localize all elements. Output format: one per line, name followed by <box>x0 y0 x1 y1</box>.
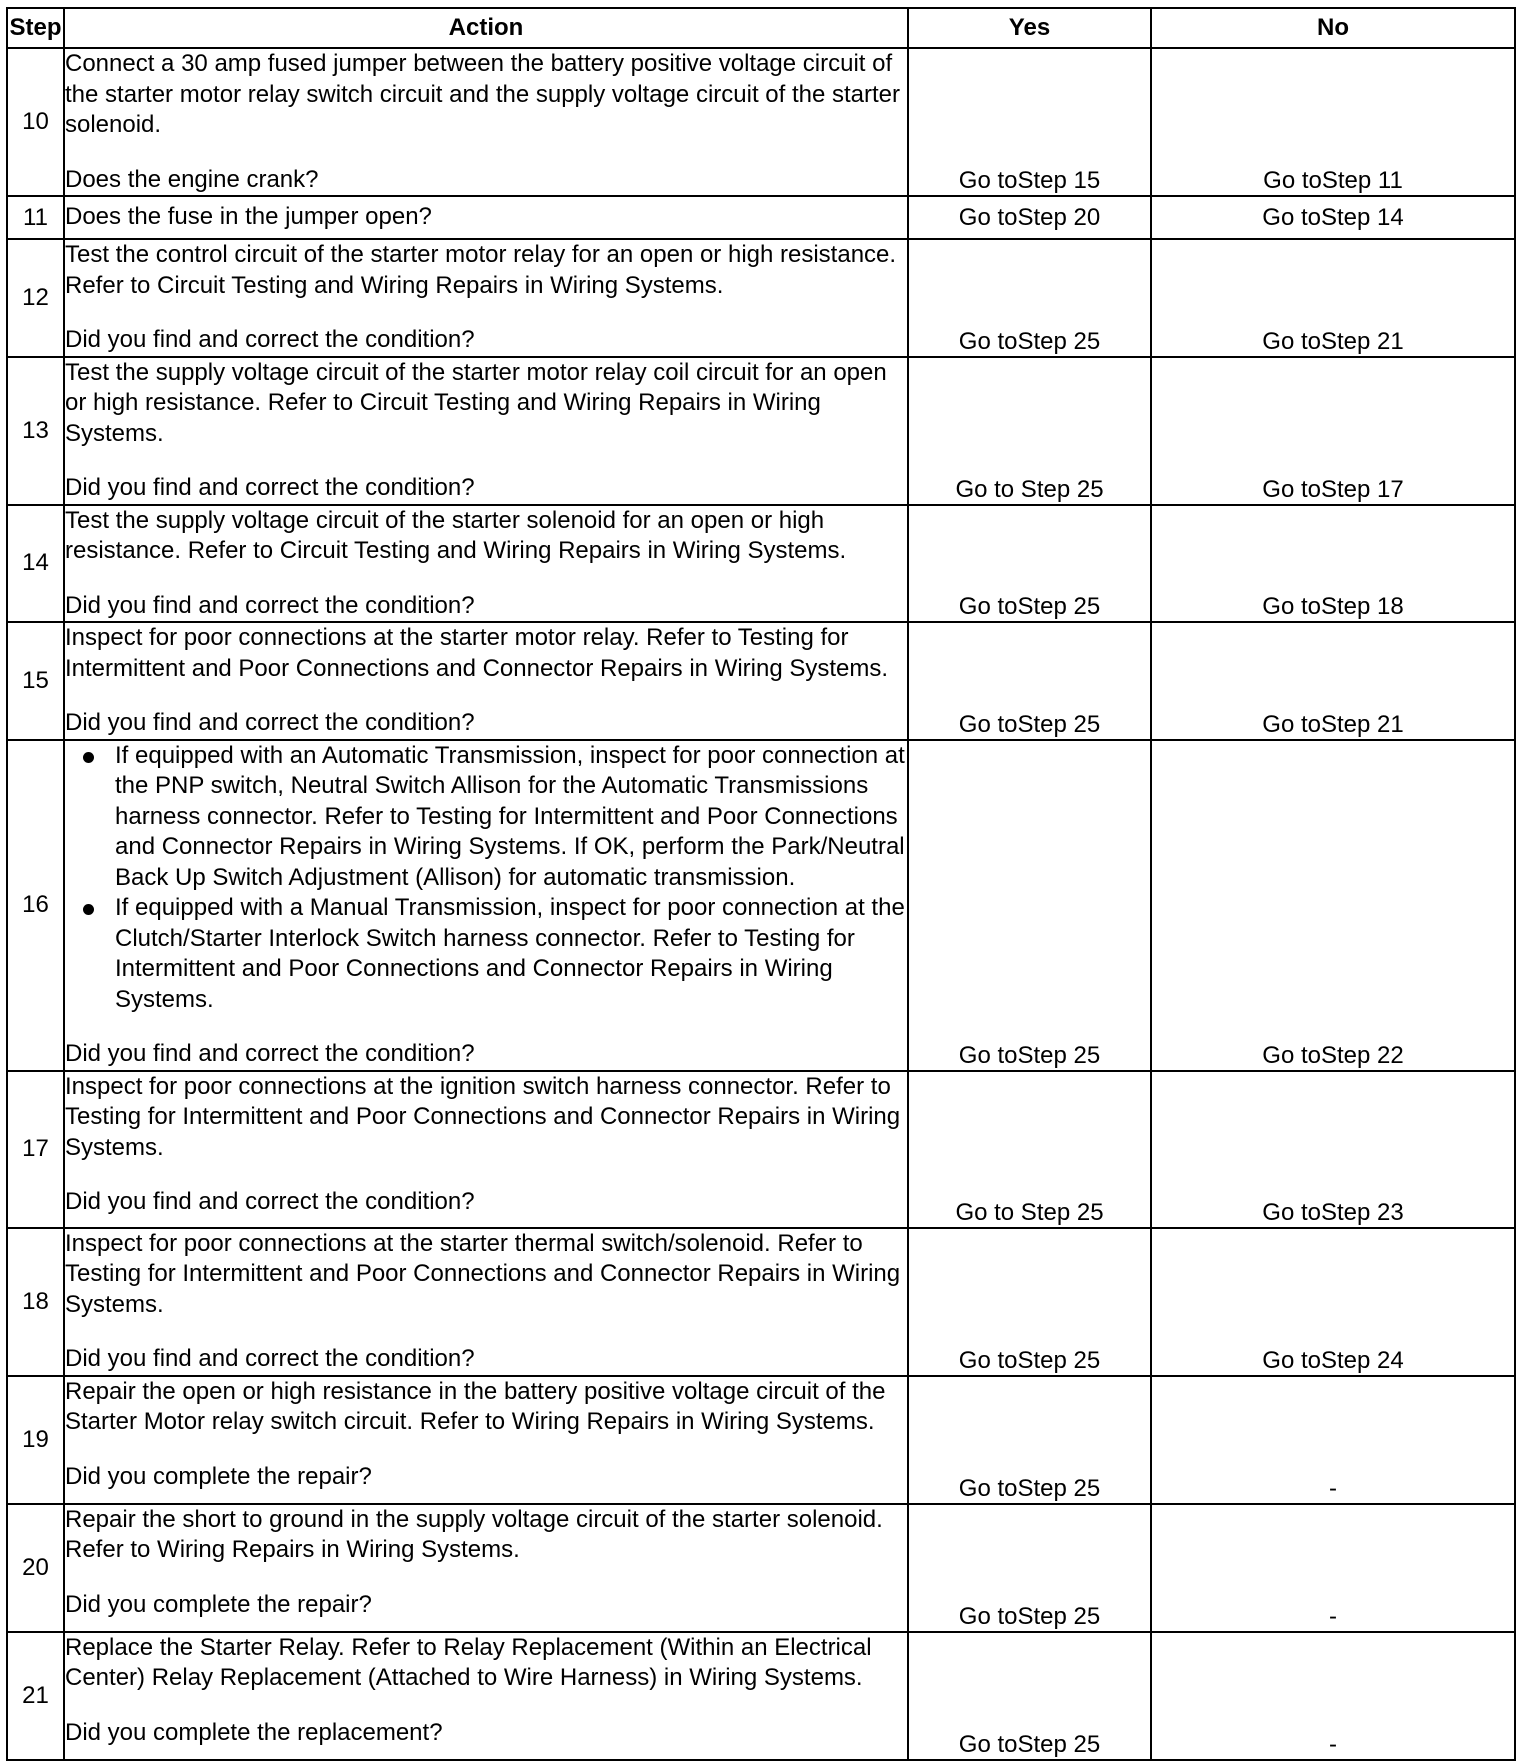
action-text: Test the supply voltage circuit of the starter motor relay coil circuit for an open or high resistance. Refer to Circuit Testing and Wiring Repairs in Wiring Systems. <box>65 358 887 447</box>
yes-result: Go toStep 20 <box>908 196 1151 239</box>
table-row <box>7 48 1515 196</box>
no-result: Go toStep 21 <box>1151 239 1515 357</box>
no-result: Go toStep 21 <box>1151 622 1515 740</box>
table-body <box>7 48 1515 1760</box>
step-number: 17 <box>7 1071 64 1228</box>
header-action: Action <box>64 8 908 48</box>
table-row <box>7 505 1515 623</box>
no-result: Go toStep 14 <box>1151 196 1515 239</box>
action-text: Connect a 30 amp fused jumper between the battery positive voltage circuit of the starter motor relay switch circuit and the supply voltage circuit of the starter solenoid. <box>65 50 901 138</box>
action-question: Did you complete the repair? <box>65 1590 372 1618</box>
action-question: Did you find and correct the condition? <box>65 591 475 619</box>
action-text: Repair the short to ground in the supply voltage circuit of the starter solenoid. Refer to Wiring Repairs in Wiring Systems. <box>65 1505 883 1563</box>
action-question: Does the fuse in the jumper open? <box>65 203 432 231</box>
header-no: No <box>1151 8 1515 48</box>
action-cell <box>64 239 908 357</box>
header-yes: Yes <box>908 8 1151 48</box>
no-result: - <box>1151 1632 1515 1760</box>
no-result: Go toStep 22 <box>1151 740 1515 1071</box>
action-cell <box>64 1504 908 1632</box>
table-row <box>7 196 1515 239</box>
action-cell <box>64 1228 908 1376</box>
action-cell <box>64 1376 908 1504</box>
table-row <box>7 1632 1515 1760</box>
header-step: Step <box>7 8 64 48</box>
no-result: Go toStep 17 <box>1151 357 1515 505</box>
action-question: Did you complete the repair? <box>65 1462 372 1490</box>
no-result: - <box>1151 1376 1515 1504</box>
header-row <box>7 8 1515 48</box>
yes-result: Go toStep 25 <box>908 1632 1151 1760</box>
no-result: Go toStep 18 <box>1151 505 1515 623</box>
action-question: Does the engine crank? <box>65 165 319 193</box>
action-text: Test the supply voltage circuit of the starter solenoid for an open or high resistance. Refer to Circuit Testing and Wiring Repairs in Wiring Systems. <box>65 506 847 564</box>
table-row <box>7 239 1515 357</box>
table-row <box>7 740 1515 1071</box>
yes-result: Go toStep 25 <box>908 505 1151 623</box>
step-number: 10 <box>7 48 64 196</box>
yes-result: Go toStep 25 <box>908 1228 1151 1376</box>
action-cell <box>64 622 908 740</box>
step-number: 15 <box>7 622 64 740</box>
step-number: 14 <box>7 505 64 623</box>
action-question: Did you find and correct the condition? <box>65 1345 475 1372</box>
yes-result: Go toStep 25 <box>908 239 1151 357</box>
action-question: Did you find and correct the condition? <box>65 1188 475 1215</box>
yes-result: Go toStep 15 <box>908 48 1151 196</box>
action-bullet: If equipped with an Automatic Transmission, inspect for poor connection at the PNP switch, Neutral Switch Allison for the Automatic Transmissions harness connector. Refer to Testing for Intermittent and Poor Connections and Connector Repairs in Wiring Systems. If OK, perform the Park/Neutral Back Up Switch Adjustment (Allison) for automatic transmission. <box>115 741 907 894</box>
step-number: 13 <box>7 357 64 505</box>
step-number: 16 <box>7 740 64 1071</box>
step-number: 11 <box>7 196 64 239</box>
diagnostic-table <box>6 7 1516 1761</box>
action-question: Did you find and correct the condition? <box>65 326 475 353</box>
table-row <box>7 622 1515 740</box>
table-row <box>7 357 1515 505</box>
yes-result: Go to Step 25 <box>908 1071 1151 1228</box>
yes-result: Go toStep 25 <box>908 1376 1151 1504</box>
action-cell <box>64 357 908 505</box>
step-number: 12 <box>7 239 64 357</box>
no-result: Go toStep 23 <box>1151 1071 1515 1228</box>
action-text: Inspect for poor connections at the starter motor relay. Refer to Testing for Intermittent and Poor Connections and Connector Repairs in Wiring Systems. <box>65 624 889 682</box>
action-question: Did you complete the replacement? <box>65 1718 443 1746</box>
no-result: Go toStep 24 <box>1151 1228 1515 1376</box>
action-question: Did you find and correct the condition? <box>65 1040 475 1067</box>
action-cell <box>64 740 908 1071</box>
action-cell <box>64 1632 908 1760</box>
action-text: Inspect for poor connections at the ignition switch harness connector. Refer to Testing for Intermittent and Poor Connections and Connector Repairs in Wiring Systems. <box>65 1072 901 1161</box>
yes-result: Go toStep 25 <box>908 1504 1151 1632</box>
step-number: 18 <box>7 1228 64 1376</box>
action-cell <box>64 1071 908 1228</box>
yes-result: Go toStep 25 <box>908 622 1151 740</box>
no-result: Go toStep 11 <box>1151 48 1515 196</box>
step-number: 19 <box>7 1376 64 1504</box>
action-cell <box>64 196 908 239</box>
action-cell <box>64 505 908 623</box>
action-text: Replace the Starter Relay. Refer to Relay Replacement (Within an Electrical Center) Relay Replacement (Attached to Wire Harness) in Wiring Systems. <box>65 1633 872 1691</box>
yes-result: Go to Step 25 <box>908 357 1151 505</box>
action-question: Did you find and correct the condition? <box>65 709 475 736</box>
action-question: Did you find and correct the condition? <box>65 474 475 501</box>
yes-result: Go toStep 25 <box>908 740 1151 1071</box>
step-number: 20 <box>7 1504 64 1632</box>
table-row <box>7 1228 1515 1376</box>
table-row <box>7 1504 1515 1632</box>
action-bullet: If equipped with a Manual Transmission, inspect for poor connection at the Clutch/Starter Interlock Switch harness connector. Refer to Testing for Intermittent and Poor Connections and Connector Repairs in Wiring Systems. <box>115 893 907 1015</box>
action-text: Repair the open or high resistance in the battery positive voltage circuit of the Starter Motor relay switch circuit. Refer to Wiring Repairs in Wiring Systems. <box>65 1377 886 1435</box>
action-text: Test the control circuit of the starter motor relay for an open or high resistance. Refer to Circuit Testing and Wiring Repairs in Wiring Systems. <box>65 241 897 299</box>
step-number: 21 <box>7 1632 64 1760</box>
table-row <box>7 1376 1515 1504</box>
action-bullet-list <box>65 741 907 1016</box>
action-cell <box>64 48 908 196</box>
action-text: Inspect for poor connections at the starter thermal switch/solenoid. Refer to Testing for Intermittent and Poor Connections and Connector Repairs in Wiring Systems. <box>65 1229 901 1318</box>
table-row <box>7 1071 1515 1228</box>
no-result: - <box>1151 1504 1515 1632</box>
